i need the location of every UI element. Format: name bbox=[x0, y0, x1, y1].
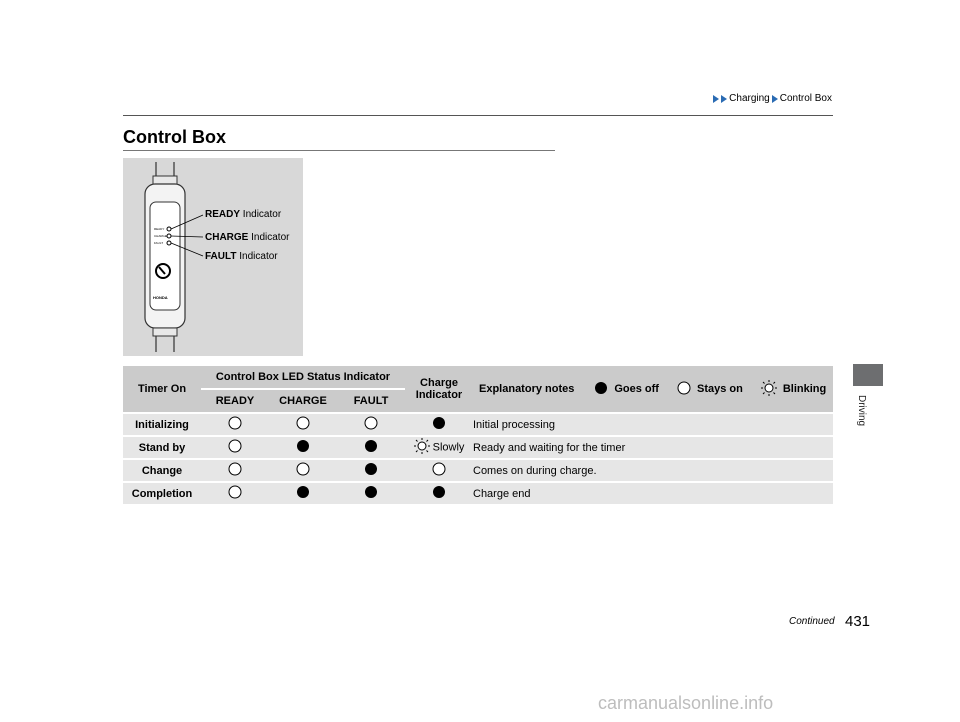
fault-status-cell bbox=[337, 460, 405, 481]
charge-indicator-text: Slowly bbox=[432, 441, 465, 454]
charge-indicator-cell bbox=[405, 483, 473, 504]
filled-circle-icon bbox=[432, 416, 446, 433]
charge-status-cell bbox=[269, 460, 337, 481]
blinking-icon bbox=[761, 380, 777, 399]
legend-goes-off: Goes off bbox=[614, 383, 659, 395]
charge-status-cell bbox=[269, 414, 337, 435]
header-charge: CHARGE bbox=[269, 390, 337, 412]
open-circle-icon bbox=[296, 462, 310, 479]
filled-circle-icon bbox=[594, 381, 608, 398]
charge-indicator-cell bbox=[405, 414, 473, 435]
header-rule bbox=[123, 115, 833, 116]
breadcrumb bbox=[713, 93, 832, 104]
breadcrumb-current: Control Box bbox=[779, 93, 832, 104]
filled-circle-icon bbox=[364, 462, 378, 479]
open-circle-icon bbox=[228, 439, 242, 456]
fault-status-cell bbox=[337, 483, 405, 504]
section-label: Driving bbox=[856, 395, 867, 427]
device-ready-text: READY bbox=[154, 227, 165, 231]
page-title: Control Box bbox=[123, 127, 226, 147]
filled-circle-icon bbox=[364, 485, 378, 502]
open-circle-icon bbox=[364, 416, 378, 433]
row-label: Completion bbox=[123, 483, 201, 504]
table-row bbox=[123, 483, 833, 504]
charge-indicator-cell bbox=[405, 437, 473, 458]
row-label: Change bbox=[123, 460, 201, 481]
explanatory-note: Charge end bbox=[473, 483, 833, 504]
open-circle-icon bbox=[228, 416, 242, 433]
filled-circle-icon bbox=[432, 485, 446, 502]
breadcrumb-parent[interactable]: Charging bbox=[729, 93, 770, 104]
ready-status-cell bbox=[201, 414, 269, 435]
explanatory-note: Comes on during charge. bbox=[473, 460, 833, 481]
legend-blinking: Blinking bbox=[782, 383, 827, 395]
ready-indicator-label: READY Indicator bbox=[205, 209, 282, 220]
charge-indicator-label: CHARGE Indicator bbox=[205, 232, 290, 243]
filled-circle-icon bbox=[364, 439, 378, 456]
open-circle-icon bbox=[228, 462, 242, 479]
device-brand-text: HONDA bbox=[153, 295, 168, 300]
explanatory-note: Ready and waiting for the timer bbox=[473, 437, 833, 458]
open-circle-icon bbox=[296, 416, 310, 433]
open-circle-icon bbox=[228, 485, 242, 502]
header-explanatory bbox=[473, 366, 833, 412]
header-ready: READY bbox=[201, 390, 269, 412]
fault-status-cell bbox=[337, 414, 405, 435]
explanatory-notes-label: Explanatory notes bbox=[479, 383, 575, 395]
charge-status-cell bbox=[269, 437, 337, 458]
title-rule bbox=[123, 150, 555, 151]
watermark: carmanualsonline.info bbox=[598, 693, 774, 713]
arrow-icon bbox=[713, 95, 719, 103]
section-tab bbox=[853, 364, 883, 386]
device-charge-text: CHARGE bbox=[154, 234, 167, 238]
table-row bbox=[123, 414, 833, 435]
page-number: 431 bbox=[845, 613, 871, 630]
arrow-icon bbox=[721, 95, 727, 103]
continued-label: Continued bbox=[789, 616, 835, 627]
header-fault: FAULT bbox=[337, 390, 405, 412]
legend-stays-on: Stays on bbox=[696, 383, 743, 395]
fault-indicator-label: FAULT Indicator bbox=[205, 251, 278, 262]
table-row bbox=[123, 437, 833, 458]
filled-circle-icon bbox=[296, 485, 310, 502]
arrow-icon bbox=[772, 95, 778, 103]
led-status-table bbox=[123, 364, 833, 506]
open-circle-icon bbox=[432, 462, 446, 479]
device-fault-text: FAULT bbox=[154, 241, 164, 245]
table-row bbox=[123, 460, 833, 481]
blinking-icon bbox=[414, 438, 430, 457]
header-timer-on: Timer On bbox=[123, 366, 201, 412]
control-box-figure bbox=[123, 158, 303, 356]
ready-status-cell bbox=[201, 437, 269, 458]
open-circle-icon bbox=[677, 381, 691, 398]
row-label: Initializing bbox=[123, 414, 201, 435]
ready-status-cell bbox=[201, 460, 269, 481]
ready-status-cell bbox=[201, 483, 269, 504]
charge-status-cell bbox=[269, 483, 337, 504]
header-charge-indicator: Charge Indicator bbox=[405, 366, 473, 412]
explanatory-note: Initial processing bbox=[473, 414, 833, 435]
row-label: Stand by bbox=[123, 437, 201, 458]
fault-status-cell bbox=[337, 437, 405, 458]
header-led-group: Control Box LED Status Indicator bbox=[201, 366, 405, 388]
charge-indicator-cell bbox=[405, 460, 473, 481]
filled-circle-icon bbox=[296, 439, 310, 456]
